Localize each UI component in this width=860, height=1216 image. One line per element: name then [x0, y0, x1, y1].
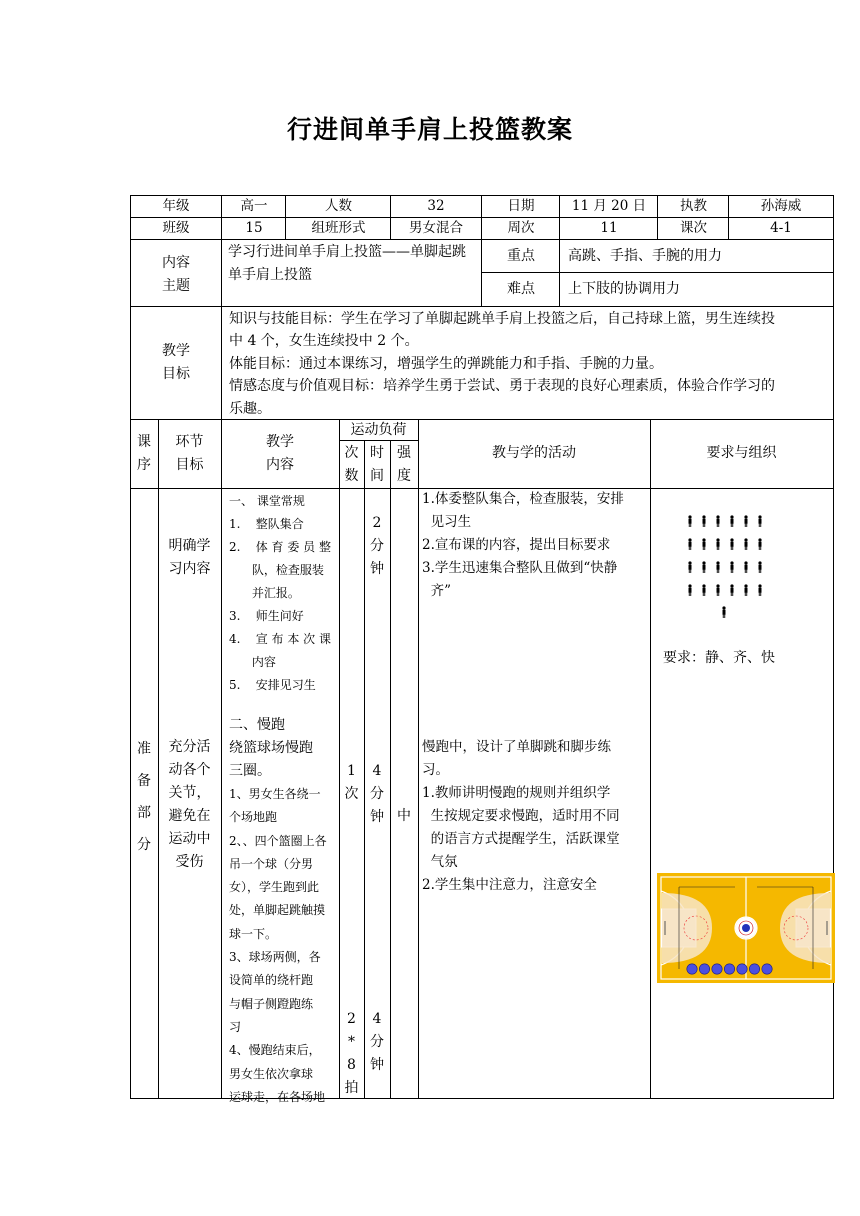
ball-icon: [724, 964, 734, 974]
activity-line: 气氛: [422, 854, 458, 870]
person-icon: [744, 584, 747, 596]
stage-goal-line: 受伤: [175, 854, 204, 870]
difficulty-value: 上下肢的协调用力: [568, 281, 680, 297]
col-time-line: 时: [370, 445, 384, 461]
content-line: 与帽子侧蹬跑练: [229, 996, 314, 1011]
person-icon: [716, 538, 719, 550]
person-icon: [744, 538, 747, 550]
times-dribble: [339, 1008, 364, 1100]
goals-line: 情感态度与价值观目标：培养学生勇于尝试、勇于表现的良好心理素质，体验合作学习的: [229, 378, 775, 395]
activity-line: 2.宣布课的内容，提出目标要求: [422, 537, 611, 553]
form-label: 组班形式: [311, 220, 366, 236]
key-label: 重点: [507, 248, 535, 264]
person-icon: [716, 515, 719, 527]
load-char: 钟: [370, 809, 384, 825]
activity-line: 见习生: [422, 514, 472, 530]
col-time: [364, 442, 390, 488]
class-value: 15: [245, 220, 263, 236]
content-line: 1. 整队集合: [229, 517, 304, 531]
grade-label: 年级: [162, 198, 190, 214]
activity-line: 慢跑中，设计了单脚跳和脚步练: [422, 739, 611, 755]
person-icon: [716, 584, 719, 596]
person-icon: [758, 515, 761, 527]
col-intensity-line: 度: [397, 468, 411, 484]
content-line: 3. 师生问好: [229, 609, 304, 623]
col-activity: 教与学的活动: [492, 445, 576, 461]
col-times-line: 数: [344, 468, 359, 484]
load-char: 拍: [344, 1080, 359, 1096]
person-icon: [730, 538, 733, 550]
content-routine: [229, 490, 337, 697]
content-line: 2、、四个篮圈上各: [229, 833, 327, 848]
difficulty-label: 难点: [507, 281, 535, 297]
col-seq-line: 序: [137, 457, 151, 473]
col-seq-line: 课: [137, 434, 151, 450]
content-line: 三圈。: [229, 763, 271, 779]
content-line: 2. 体 育 委 员 整: [229, 540, 331, 554]
activity-jog: [422, 736, 648, 897]
goals-line: 知识与技能目标：学生在学习了单脚起跳单手肩上投篮之后，自己持球上篮，男生连续投: [229, 311, 775, 327]
part-label: [130, 733, 158, 861]
time-dribble: [364, 1008, 390, 1077]
activity-line: 的语言方式提醒学生，活跃课堂: [422, 831, 620, 847]
basketball-court-icon: [657, 873, 835, 983]
stage-goal-line: 运动中: [168, 831, 211, 847]
content-line: 并汇报。: [229, 586, 300, 600]
count-label: 人数: [325, 198, 352, 214]
lesson-label: 课次: [680, 220, 707, 236]
content-jog-title: 二、慢跑: [229, 717, 285, 733]
ball-icon: [737, 964, 747, 974]
requirement-text: 要求：静、齐、快: [663, 650, 775, 666]
person-icon: [702, 538, 705, 550]
part-char: 部: [137, 805, 151, 821]
person-icon: [688, 515, 691, 527]
activity-line: 3.学生迅速集合整队且做到“快静: [422, 560, 618, 576]
content-line: 3、球场两侧，各: [229, 950, 321, 965]
content-line: 4. 宣 布 本 次 课: [229, 632, 331, 646]
load-char: 钟: [370, 1057, 384, 1073]
load-char: *: [348, 1034, 355, 1050]
time-jog: [364, 760, 390, 829]
col-stage-line: 环节: [175, 434, 204, 450]
content-line: 一、 课堂常规: [229, 494, 305, 508]
content-text: 学习行进间单手肩上投篮——单脚起跳单手肩上投篮: [228, 244, 466, 283]
content-line: 设简单的绕杆跑: [229, 973, 314, 988]
times-jog: [339, 760, 364, 806]
content-line: 运球走，在各场地: [229, 1089, 326, 1104]
activity-line: 1.体委整队集合，检查服装，安排: [422, 491, 624, 507]
stage-goal-line: 动各个: [168, 762, 211, 778]
ball-icon: [712, 964, 722, 974]
content-jog-details: [229, 783, 337, 1109]
person-icon: [758, 584, 761, 596]
col-requirement: 要求与组织: [706, 445, 777, 461]
load-char: 4: [372, 763, 382, 779]
stage-goal-1: [158, 535, 221, 581]
activity-line: 齐”: [422, 583, 451, 599]
person-icon: [758, 538, 761, 550]
content-line: 女），学生跑到此: [229, 880, 320, 895]
stage-goal-line: 明确学: [168, 538, 211, 554]
col-seq: [130, 431, 158, 477]
col-times: [339, 442, 364, 488]
content-line: 男女生依次拿球: [229, 1066, 314, 1081]
person-icon: [688, 538, 691, 550]
content-line: 习: [229, 1019, 242, 1034]
date-value: 11 月 20 日: [571, 198, 647, 214]
stage-goal-line: 避免在: [168, 808, 211, 824]
person-icon: [730, 584, 733, 596]
load-char: 分: [370, 1034, 384, 1050]
person-icon: [716, 561, 719, 573]
ball-icon: [762, 964, 772, 974]
col-times-line: 次: [344, 445, 359, 461]
time-routine: [364, 512, 390, 581]
goals-label-line: 教学: [162, 343, 190, 359]
person-icon: [688, 561, 691, 573]
lesson-value: 4-1: [770, 220, 792, 236]
person-icon: [730, 561, 733, 573]
formation-diagram: [680, 512, 770, 622]
person-icon: [688, 584, 691, 596]
goals-line: 体能目标：通过本课练习，增强学生的弹跳能力和手指、手腕的力量。: [229, 355, 663, 372]
form-value: 男女混合: [409, 220, 463, 236]
goals-label-line: 目标: [162, 366, 190, 382]
load-char: 钟: [370, 561, 384, 577]
content-line: 内容: [229, 655, 276, 669]
content-jog-lines: [229, 737, 337, 783]
col-load: 运动负荷: [350, 422, 407, 438]
stage-goal-2: [158, 736, 221, 874]
goals-line: 中 4 个，女生连续投中 2 个。: [229, 333, 419, 350]
load-char: 1: [347, 763, 356, 779]
load-char: 8: [347, 1057, 356, 1073]
stage-goal-line: 习内容: [168, 561, 211, 577]
part-char: 准: [137, 741, 151, 757]
ball-icon: [699, 964, 709, 974]
content-line: 个场地跑: [229, 810, 278, 825]
load-char: 分: [370, 538, 384, 554]
load-char: 2: [347, 1011, 356, 1027]
col-intensity: [390, 442, 418, 488]
col-time-line: 间: [370, 468, 384, 484]
page-title: 行进间单手肩上投篮教案: [286, 115, 573, 144]
content-line: 吊一个球（分男: [229, 856, 314, 871]
col-content: [221, 431, 339, 477]
count-value: 32: [427, 198, 445, 214]
goals-label: [130, 340, 222, 386]
teacher-value: 孙海威: [760, 198, 802, 214]
activity-line: 2.学生集中注意力，注意安全: [422, 877, 597, 893]
load-char: 2: [372, 515, 382, 531]
activity-line: 习。: [422, 762, 449, 778]
person-icon: [730, 515, 733, 527]
activity-routine: [422, 488, 648, 603]
person-icon: [744, 561, 747, 573]
part-char: 分: [137, 837, 151, 853]
col-stage-line: 目标: [175, 457, 204, 473]
week-value: 11: [600, 220, 618, 236]
grade-value: 高一: [240, 198, 268, 214]
person-icon: [702, 584, 705, 596]
week-label: 周次: [507, 220, 535, 236]
content-line: 5. 安排见习生: [229, 678, 316, 692]
content-label-line: 内容: [162, 255, 190, 271]
content-line: 1、男女生各绕一: [229, 787, 321, 801]
activity-line: 1.教师讲明慢跑的规则并组织学: [422, 785, 611, 801]
col-intensity-line: 强: [397, 445, 411, 461]
ball-icon: [749, 964, 759, 974]
person-icon: [702, 515, 705, 527]
intensity-jog: 中: [397, 808, 411, 824]
content-line: 4、慢跑结束后，: [229, 1043, 321, 1058]
load-char: 4: [372, 1011, 382, 1027]
date-label: 日期: [507, 198, 535, 214]
teacher-label: 执教: [680, 198, 707, 214]
content-line: 绕篮球场慢跑: [229, 740, 313, 756]
content-label: [130, 252, 222, 298]
stage-goal-line: 充分活: [168, 739, 211, 755]
content-line: 队，检查服装: [229, 563, 324, 577]
content-line: 处，单脚起跳触摸: [229, 903, 326, 918]
class-label: 班级: [162, 220, 190, 236]
load-char: 分: [370, 786, 384, 802]
content-label-line: 主题: [162, 278, 190, 294]
content-line: 球一下。: [229, 926, 278, 941]
col-stage: [158, 431, 221, 477]
goals-line: 乐趣。: [229, 400, 271, 417]
person-icon: [702, 561, 705, 573]
part-char: 备: [137, 773, 151, 789]
ball-icon: [687, 964, 697, 974]
col-content-line: 教学: [266, 434, 294, 450]
person-icon: [758, 561, 761, 573]
goals-text: [229, 308, 829, 420]
key-value: 高跳、手指、手腕的用力: [568, 248, 722, 264]
person-icon: [722, 606, 725, 618]
activity-line: 生按规定要求慢跑，适时用不同: [422, 808, 620, 824]
col-content-line: 内容: [266, 457, 294, 473]
load-char: 次: [344, 786, 359, 802]
person-icon: [744, 515, 747, 527]
stage-goal-line: 关节，: [168, 785, 211, 801]
